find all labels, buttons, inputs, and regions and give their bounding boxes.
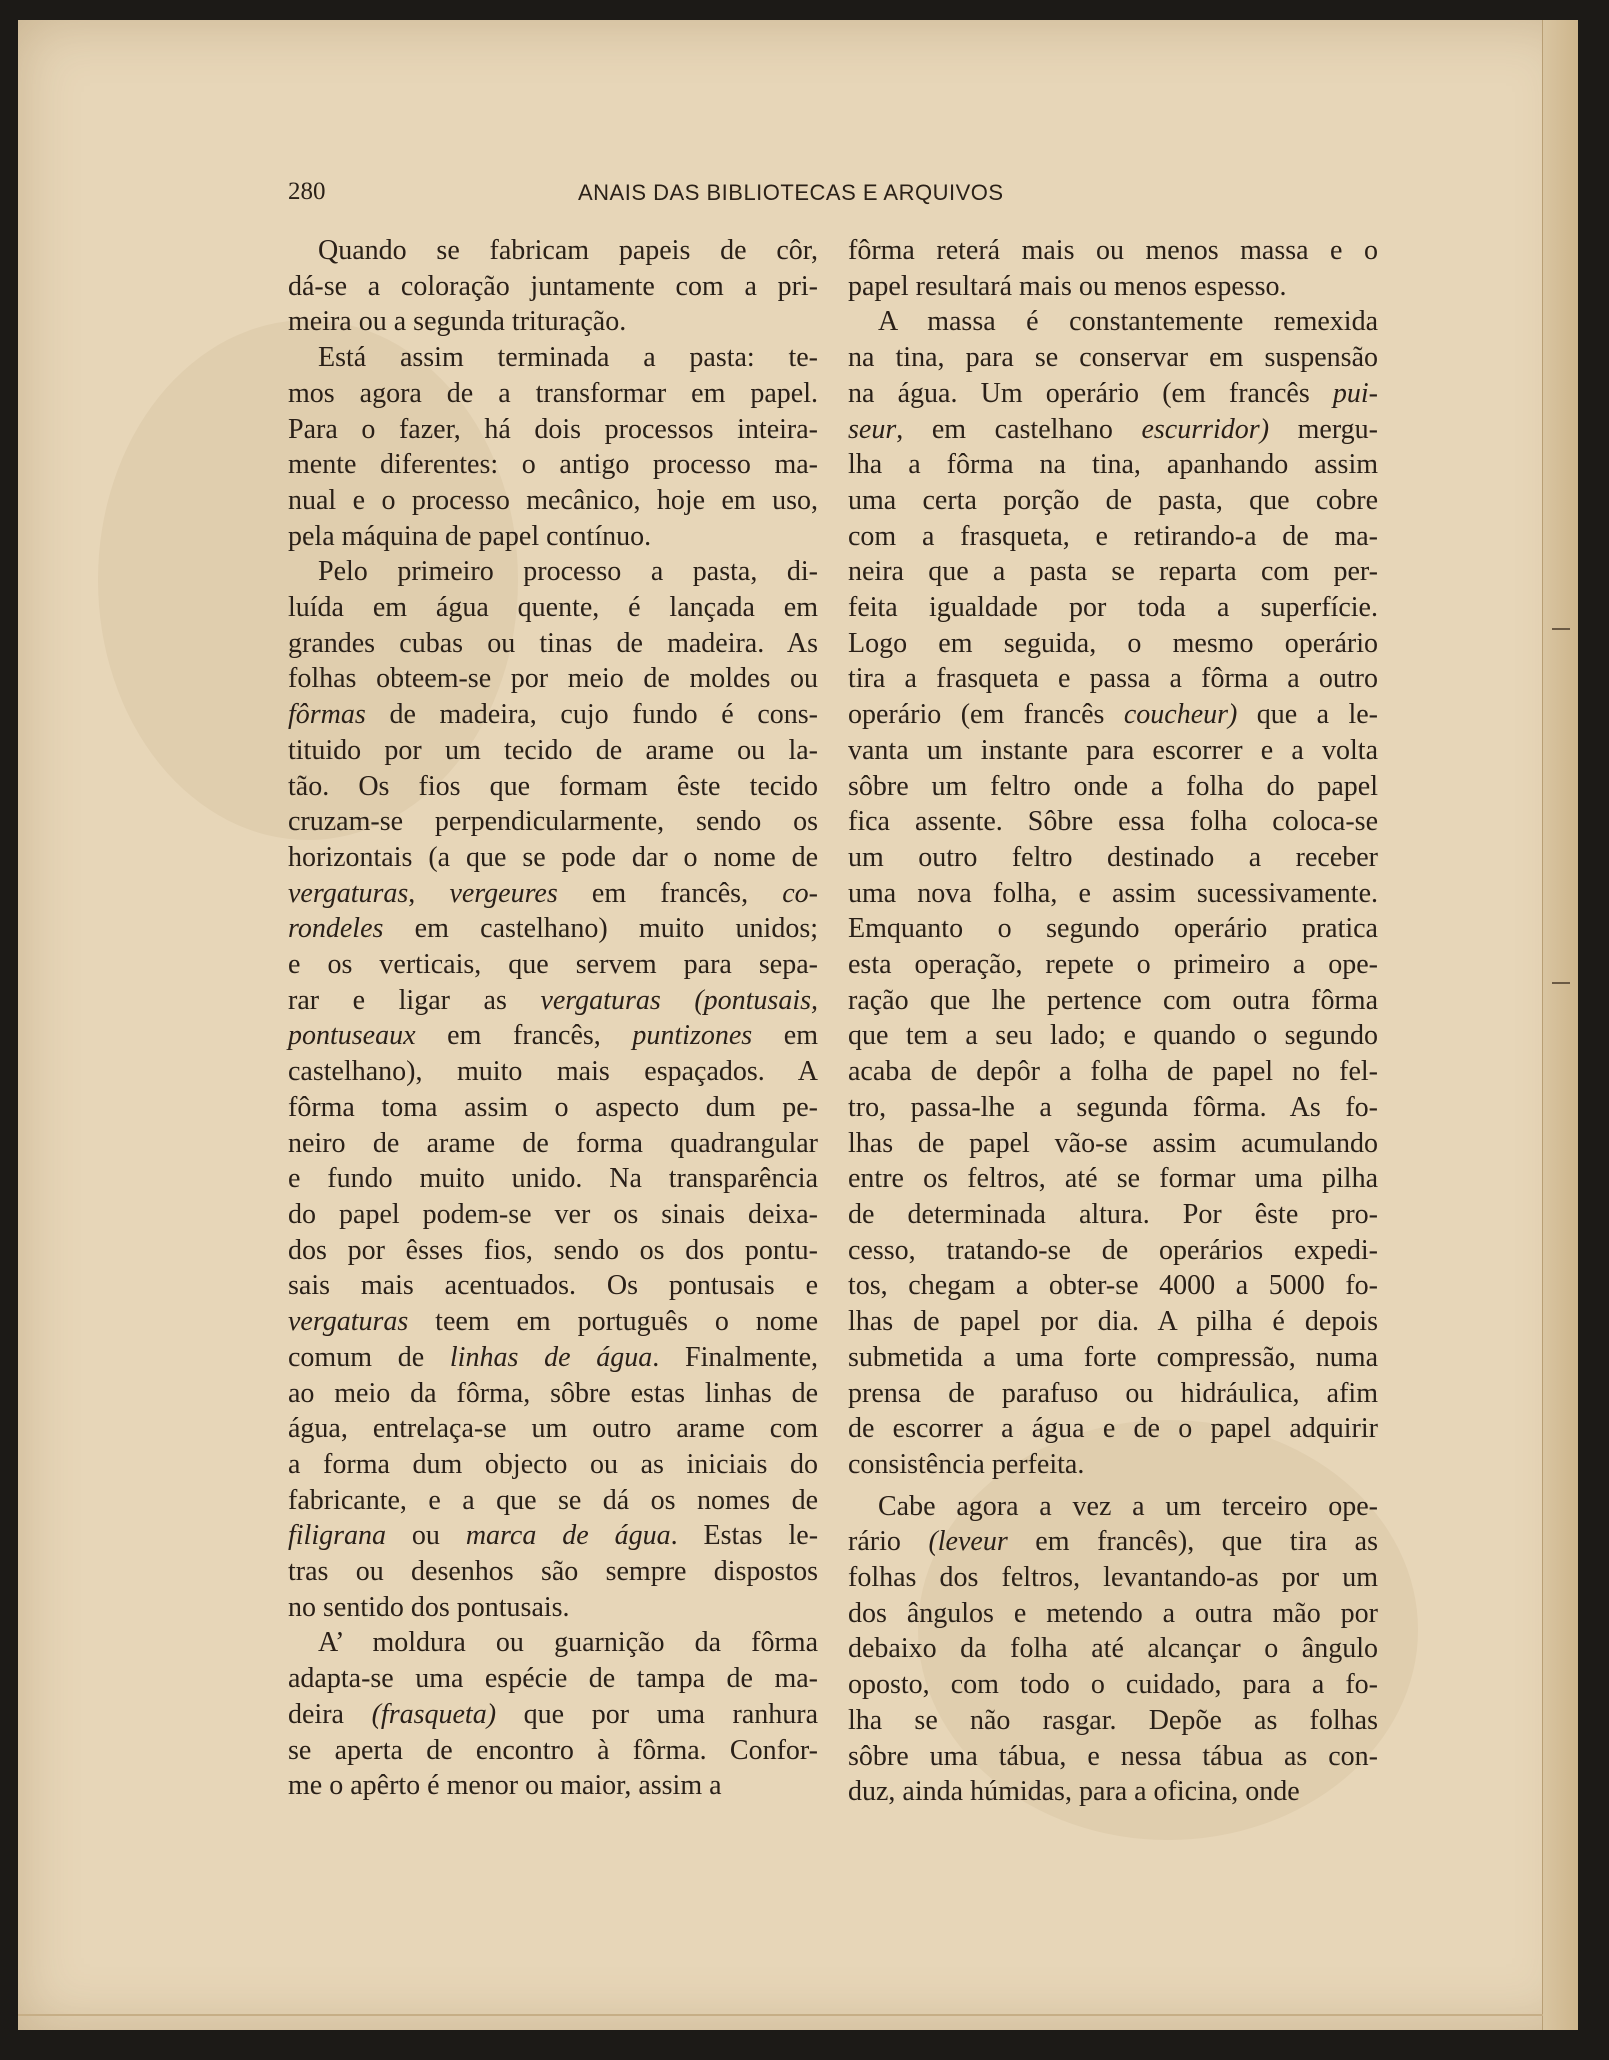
text-line: Cabe agora a vez a um terceiro ope- — [878, 1490, 1378, 1522]
text-line: do papel podem-se ver os sinais deixa- — [288, 1198, 818, 1230]
text-line: vanta um instante para escorrer e a volta — [848, 734, 1378, 766]
text-line: mente diferentes: o antigo processo ma- — [288, 449, 818, 481]
text-line: neira que a pasta se reparta com per- — [848, 556, 1378, 588]
text-column-right — [848, 233, 1378, 1810]
text-line: dá-se a coloração juntamente com a pri- — [288, 270, 818, 302]
text-line: dos por êsses fios, sendo os dos pontu- — [288, 1234, 818, 1266]
text-line: tira a frasqueta e passa a fôrma a outro — [848, 663, 1378, 695]
text-line: sôbre uma tábua, e nessa tábua as con- — [848, 1740, 1378, 1772]
paragraph — [288, 340, 818, 554]
text-column-left — [288, 233, 818, 1804]
text-line: nual e o processo mecânico, hoje em uso, — [288, 484, 818, 516]
text-line: cruzam-se perpendicularmente, sendo os — [288, 806, 818, 838]
running-title: ANAIS DAS BIBLIOTECAS E ARQUIVOS — [578, 180, 1004, 205]
text-line: um outro feltro destinado a receber — [848, 841, 1378, 873]
text-line: e fundo muito unido. Na transparência — [288, 1163, 818, 1195]
text-line: rondeles em castelhano) muito unidos; — [288, 913, 818, 945]
text-line: sais mais acentuados. Os pontusais e — [288, 1270, 818, 1302]
text-line: na tina, para se conservar em suspensão — [848, 342, 1378, 374]
text-line: no sentido dos pontusais. — [288, 1591, 570, 1623]
text-line: pontuseaux em francês, puntizones em — [288, 1020, 818, 1052]
text-line: rar e ligar as vergaturas (pontusais, — [288, 984, 819, 1016]
text-line: luída em água quente, é lançada em — [288, 592, 818, 624]
text-line: adapta-se uma espécie de tampa de ma- — [288, 1663, 818, 1695]
text-line: tituido por um tecido de arame ou la- — [288, 734, 818, 766]
text-line: Emquanto o segundo operário pratica — [848, 913, 1378, 945]
page-header — [288, 178, 1374, 208]
paragraph — [848, 304, 1378, 1482]
text-line: papel resultará mais ou menos espesso. — [848, 270, 1287, 302]
text-line: e os verticais, que servem para sepa- — [288, 949, 818, 981]
text-line: prensa de parafuso ou hidráulica, afim — [848, 1377, 1378, 1409]
text-line: esta operação, repete o primeiro a ope- — [848, 949, 1378, 981]
text-line: seur, em castelhano escurridor) mergu- — [848, 413, 1379, 445]
text-line: fôrmas de madeira, cujo fundo é cons- — [288, 699, 818, 731]
text-line: horizontais (a que se pode dar o nome de — [288, 841, 818, 873]
paragraph — [848, 233, 1378, 304]
text-line: comum de linhas de água. Finalmente, — [288, 1341, 818, 1373]
text-line: na água. Um operário (em francês pui- — [848, 377, 1378, 409]
text-line: submetida a uma forte compressão, numa — [848, 1341, 1378, 1373]
text-line: que tem a seu lado; e quando o segundo — [848, 1020, 1378, 1052]
text-line: vergaturas, vergeures em francês, co- — [288, 877, 818, 909]
text-line: cesso, tratando-se de operários expedi- — [848, 1234, 1378, 1266]
text-line: lhas de papel por dia. A pilha é depois — [848, 1306, 1378, 1338]
text-line: lha se não rasgar. Depõe as folhas — [848, 1704, 1378, 1736]
margin-mark — [1552, 628, 1570, 630]
page-edge — [1542, 20, 1578, 2030]
text-line: oposto, com todo o cuidado, para a fo- — [848, 1669, 1378, 1701]
text-line: folhas dos feltros, levantando-as por um — [848, 1562, 1378, 1594]
paragraph — [848, 1489, 1378, 1810]
text-line: tão. Os fios que formam êste tecido — [288, 770, 818, 802]
text-line: uma nova folha, e assim sucessivamente. — [848, 877, 1378, 909]
text-line: Para o fazer, há dois processos inteira- — [288, 413, 818, 445]
text-line: consistência perfeita. — [848, 1448, 1085, 1480]
text-line: Está assim terminada a pasta: te- — [318, 342, 818, 374]
page-crease — [18, 2014, 1543, 2016]
text-line: entre os feltros, até se formar uma pilha — [848, 1163, 1378, 1195]
text-line: vergaturas teem em português o nome — [288, 1306, 818, 1338]
text-line: feita igualdade por toda a superfície. — [848, 592, 1378, 624]
text-line: folhas obteem-se por meio de moldes ou — [288, 663, 818, 695]
text-line: lha a fôrma na tina, apanhando assim — [848, 449, 1378, 481]
text-line: a forma dum objecto ou as iniciais do — [288, 1448, 818, 1480]
text-line: operário (em francês coucheur) que a le- — [848, 699, 1378, 731]
text-line: Quando se fabricam papeis de côr, — [318, 235, 818, 266]
text-line: ao meio da fôrma, sôbre estas linhas de — [288, 1377, 818, 1409]
text-line: de determinada altura. Por êste pro- — [848, 1198, 1378, 1230]
page-number: 280 — [288, 178, 326, 205]
text-line: fabricante, e a que se dá os nomes de — [288, 1484, 818, 1516]
text-line: fôrma toma assim o aspecto dum pe- — [288, 1091, 818, 1123]
text-line: lhas de papel vão-se assim acumulando — [848, 1127, 1378, 1159]
paragraph — [288, 233, 818, 340]
text-line: com a frasqueta, e retirando-a de ma- — [848, 520, 1378, 552]
text-line: filigrana ou marca de água. Estas le- — [288, 1520, 819, 1552]
text-line: deira (frasqueta) que por uma ranhura — [288, 1698, 818, 1730]
text-line: se aperta de encontro à fôrma. Confor- — [288, 1734, 818, 1766]
text-line: neiro de arame de forma quadrangular — [288, 1127, 818, 1159]
text-line: meira ou a segunda trituração. — [288, 306, 627, 338]
margin-mark — [1552, 982, 1570, 984]
text-line: Pelo primeiro processo a pasta, di- — [318, 556, 818, 588]
text-line: tras ou desenhos são sempre dispostos — [288, 1556, 818, 1588]
text-line: uma certa porção de pasta, que cobre — [848, 484, 1378, 516]
text-line: fôrma reterá mais ou menos massa e o — [848, 235, 1378, 266]
text-line: de escorrer a água e de o papel adquirir — [848, 1413, 1378, 1445]
text-line: rário (leveur em francês), que tira as — [848, 1526, 1379, 1558]
text-line: água, entrelaça-se um outro arame com — [288, 1413, 818, 1445]
text-line: pela máquina de papel contínuo. — [288, 520, 652, 552]
text-line: me o apêrto é menor ou maior, assim a — [288, 1770, 722, 1802]
text-line: A’ moldura ou guarnição da fôrma — [318, 1627, 818, 1659]
text-line: grandes cubas ou tinas de madeira. As — [288, 627, 818, 659]
text-line: A massa é constantemente remexida — [878, 306, 1378, 338]
text-line: Logo em seguida, o mesmo operário — [848, 627, 1378, 659]
text-line: ração que lhe pertence com outra fôrma — [848, 984, 1378, 1016]
text-line: sôbre um feltro onde a folha do papel — [848, 770, 1378, 802]
text-line: debaixo da folha até alcançar o ângulo — [848, 1633, 1378, 1665]
text-line: tos, chegam a obter-se 4000 a 5000 fo- — [848, 1270, 1378, 1302]
text-line: fica assente. Sôbre essa folha coloca-se — [848, 806, 1378, 838]
paragraph — [288, 554, 818, 1625]
text-line: castelhano), muito mais espaçados. A — [288, 1056, 818, 1088]
text-line: duz, ainda húmidas, para a oficina, onde — [848, 1776, 1300, 1808]
text-line: acaba de depôr a folha de papel no fel- — [848, 1056, 1378, 1088]
text-line: tro, passa-lhe a segunda fôrma. As fo- — [848, 1091, 1378, 1123]
paragraph — [288, 1625, 818, 1804]
text-line: dos ângulos e metendo a outra mão por — [848, 1597, 1378, 1629]
text-line: mos agora de a transformar em papel. — [288, 377, 818, 409]
